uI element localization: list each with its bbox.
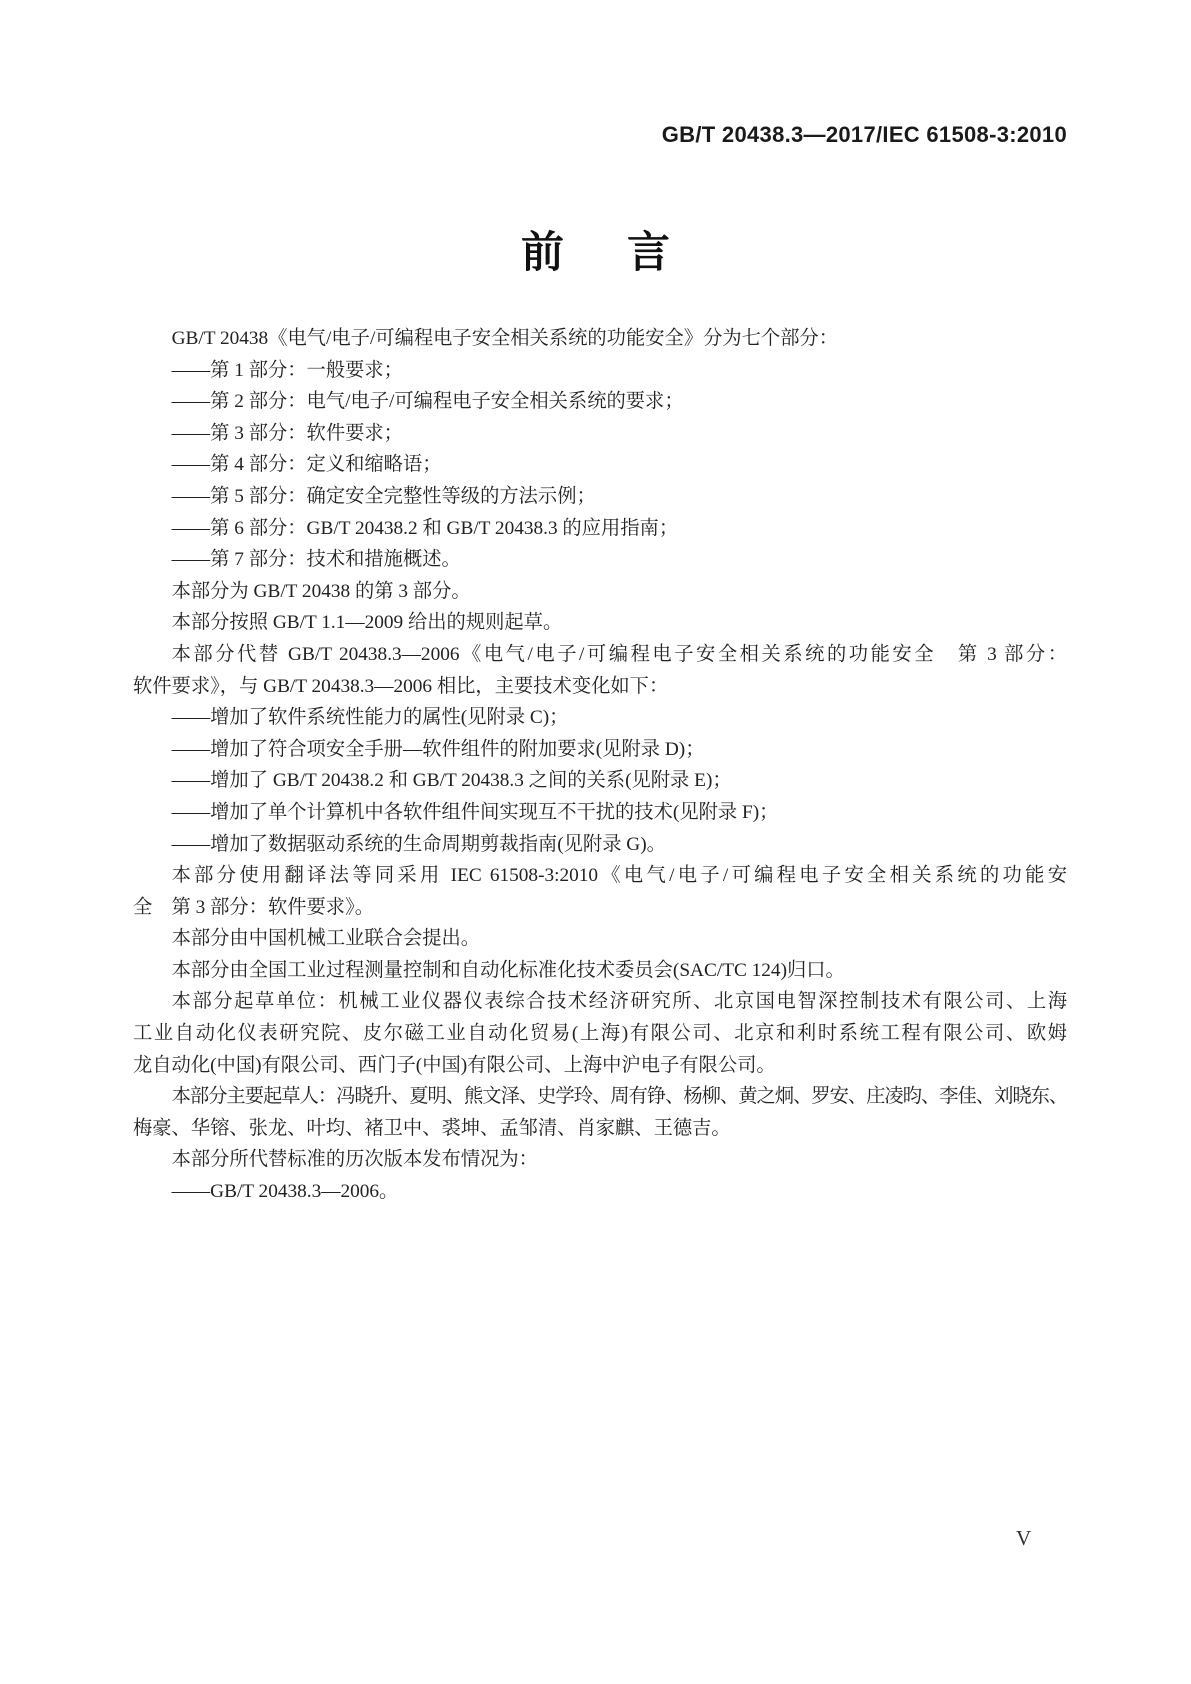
body-line: 本部分所代替标准的历次版本发布情况为：	[171, 1149, 538, 1171]
page-title: 前 言	[521, 229, 680, 277]
body-line: 本部分主要起草人：冯晓升、夏明、熊文泽、史学玲、周有铮、杨柳、黄之炯、罗安、庄凌昀、李佳、刘晓东、	[171, 1086, 1067, 1108]
body-line: ——增加了 GB/T 20438.2 和 GB/T 20438.3 之间的关系(见附录 E)；	[171, 770, 732, 792]
body-line: ——增加了软件系统性能力的属性(见附录 C)；	[171, 707, 569, 729]
body-line: ——第 1 部分：一般要求；	[171, 359, 403, 381]
body-line: ——第 3 部分：软件要求；	[171, 422, 403, 444]
body-line: ——GB/T 20438.3—2006。	[171, 1181, 399, 1203]
body-line: 本部分起草单位：机械工业仪器仪表综合技术经济研究所、北京国电智深控制技术有限公司、上海	[171, 991, 1067, 1013]
body-line: ——第 5 部分：确定安全完整性等级的方法示例；	[171, 485, 596, 507]
body-line: 本部分代替 GB/T 20438.3—2006《电气/电子/可编程电子安全相关系统的功能安全 第 3 部分：	[171, 643, 1067, 665]
body-line: 本部分按照 GB/T 1.1—2009 给出的规则起草。	[171, 612, 563, 634]
body-line: 龙自动化(中国)有限公司、西门子(中国)有限公司、上海中沪电子有限公司。	[133, 1054, 776, 1076]
doc-number: GB/T 20438.3—2017/IEC 61508-3:2010	[661, 122, 1067, 147]
body-line: 全 第 3 部分：软件要求》。	[133, 896, 375, 918]
body-line: ——第 6 部分：GB/T 20438.2 和 GB/T 20438.3 的应用指南；	[171, 517, 679, 539]
page-number: V	[1016, 1526, 1032, 1550]
body-line: 梅豪、华镕、张龙、叶均、褚卫中、裘坤、孟邹清、肖家麒、王德吉。	[133, 1117, 731, 1139]
body-line: ——第 2 部分：电气/电子/可编程电子安全相关系统的要求；	[171, 391, 684, 413]
body-line: 本部分由中国机械工业联合会提出。	[171, 928, 481, 950]
body-line: ——第 7 部分：技术和措施概述。	[171, 549, 461, 571]
body-line: ——第 4 部分：定义和缩略语；	[171, 454, 442, 476]
body-line: 工业自动化仪表研究院、皮尔磁工业自动化贸易(上海)有限公司、北京和利时系统工程有限公司、欧姆	[133, 1023, 1067, 1045]
body-line: GB/T 20438《电气/电子/可编程电子安全相关系统的功能安全》分为七个部分：	[171, 328, 839, 349]
body-line: 软件要求》，与 GB/T 20438.3—2006 相比，主要技术变化如下：	[133, 675, 669, 697]
body-line: 本部分由全国工业过程测量控制和自动化标准化技术委员会(SAC/TC 124)归口。	[171, 959, 845, 981]
foreword-body	[133, 323, 1067, 1208]
body-line: ——增加了单个计算机中各软件组件间实现互不干扰的技术(见附录 F)；	[171, 801, 779, 823]
body-line: ——增加了符合项安全手册—软件组件的附加要求(见附录 D)；	[171, 738, 705, 760]
body-line: ——增加了数据驱动系统的生命周期剪裁指南(见附录 G)。	[171, 833, 666, 855]
body-line: 本部分使用翻译法等同采用 IEC 61508-3:2010《电气/电子/可编程电子安全相关系统的功能安	[171, 865, 1067, 887]
body-line: 本部分为 GB/T 20438 的第 3 部分。	[171, 580, 471, 602]
